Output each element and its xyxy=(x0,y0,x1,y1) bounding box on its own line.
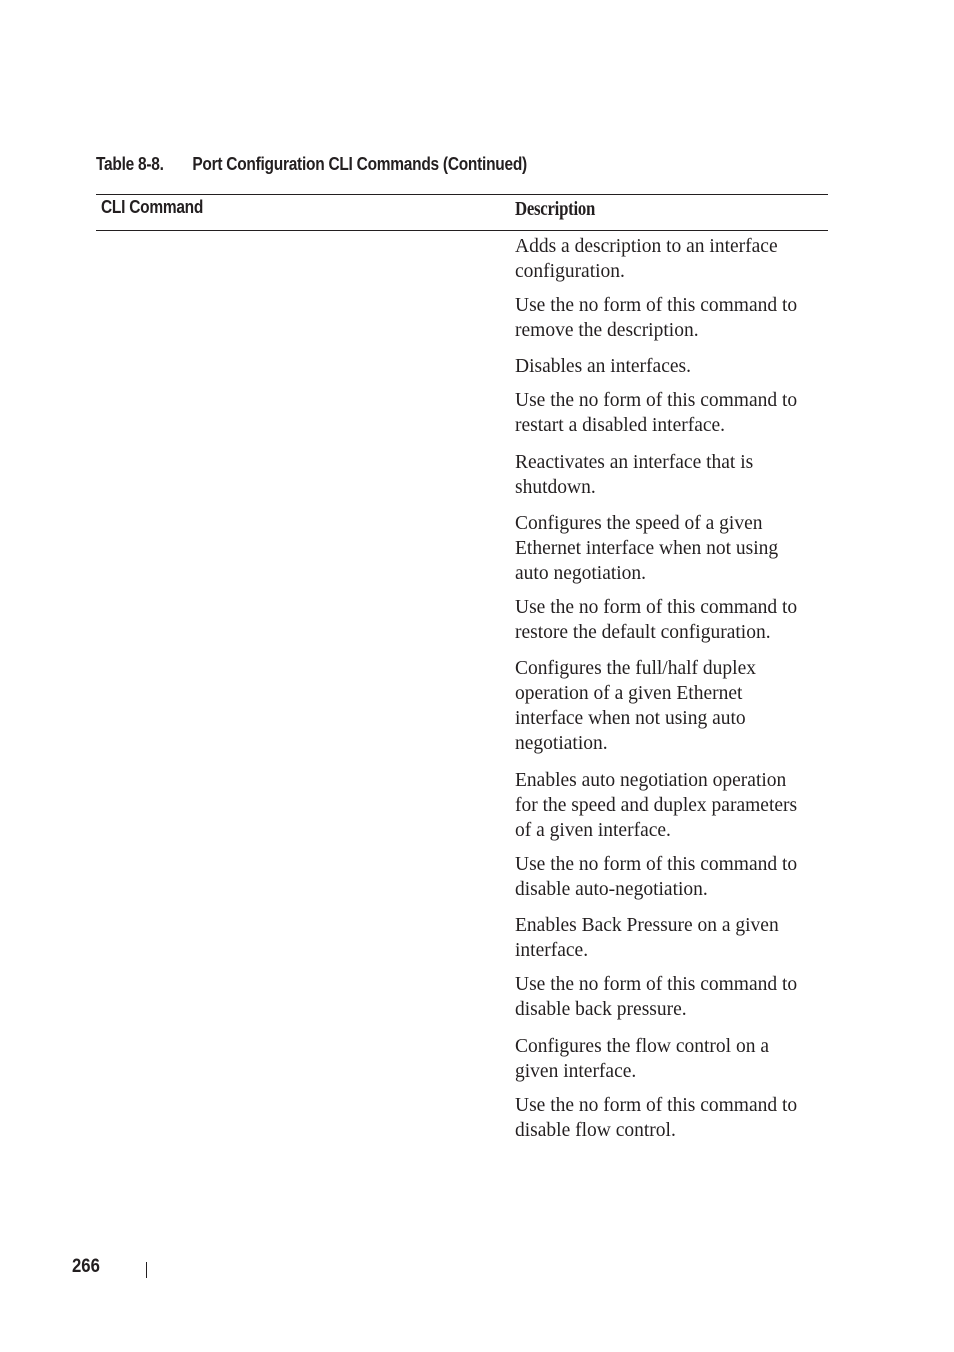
table-header-rule xyxy=(96,230,828,231)
description-cell: Use the no form of this command to disable back pressure. xyxy=(515,974,798,1020)
description-cell: Configures the full/half duplex operation of a given Ethernet interface when not using auto negotiation. xyxy=(515,658,756,754)
table-caption xyxy=(96,154,527,175)
description-cell: Configures the speed of a given Ethernet interface when not using auto negotiation. xyxy=(515,513,779,584)
description-cell: Use the no form of this command to disable auto-negotiation. xyxy=(515,854,798,900)
cli-command-column xyxy=(101,232,501,1142)
description-cell: Reactivates an interface that is shutdown. xyxy=(515,452,754,498)
description-cell: Use the no form of this command to remove the description. xyxy=(515,295,798,341)
table-top-rule xyxy=(96,194,828,195)
description-cell: Configures the flow control on a given interface. xyxy=(515,1036,769,1082)
description-cell: Adds a description to an interface configuration. xyxy=(515,236,778,282)
header-cli-command: CLI Command xyxy=(101,197,204,217)
description-cell: Use the no form of this command to restart a disabled interface. xyxy=(515,390,798,436)
table-number: Table 8-8. xyxy=(96,154,164,174)
description-cell: Enables auto negotiation operation for the speed and duplex parameters of a given interface. xyxy=(515,770,798,841)
footer-divider xyxy=(146,1262,147,1278)
description-cell: Enables Back Pressure on a given interface. xyxy=(515,915,779,961)
header-description: Description xyxy=(515,199,596,220)
page-number: 266 xyxy=(72,1256,100,1277)
description-cell: Use the no form of this command to disable flow control. xyxy=(515,1095,798,1141)
description-cell: Disables an interfaces. xyxy=(515,356,691,377)
table-title: Port Configuration CLI Commands (Continued) xyxy=(192,154,527,174)
description-cell: Use the no form of this command to restore the default configuration. xyxy=(515,597,798,643)
